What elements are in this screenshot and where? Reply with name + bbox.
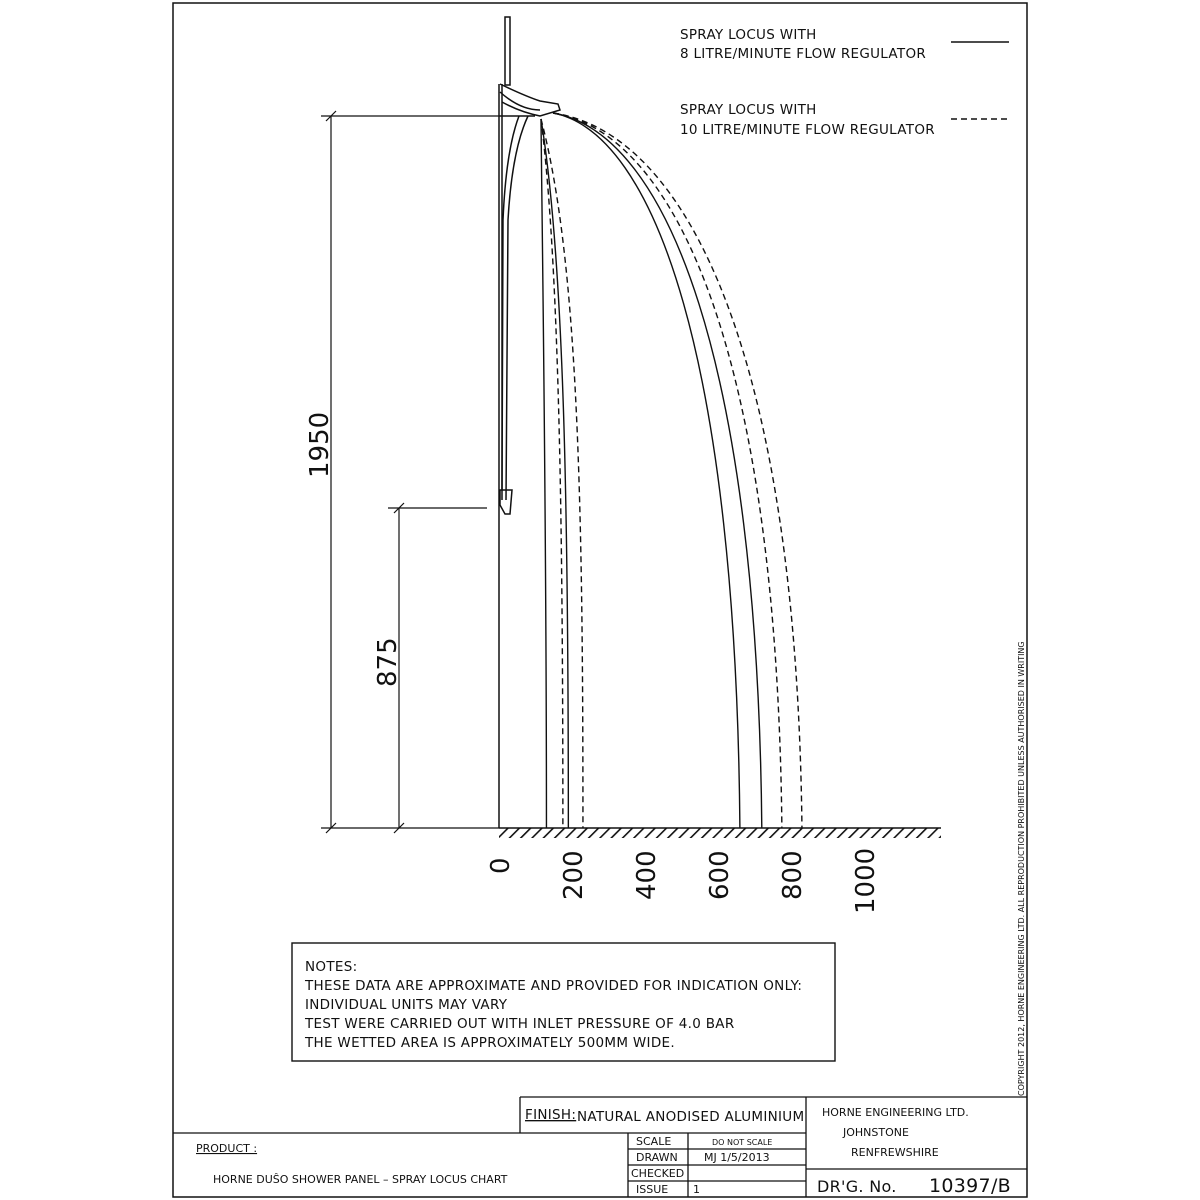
product-label: PRODUCT : bbox=[196, 1142, 258, 1155]
axis-tick-1000: 1000 bbox=[851, 847, 881, 914]
drawing-number-value: 10397/B bbox=[929, 1175, 1011, 1197]
dimension-1950-label: 1950 bbox=[305, 411, 335, 478]
notes-line-2: INDIVIDUAL UNITS MAY VARY bbox=[305, 997, 508, 1013]
company-town: JOHNSTONE bbox=[843, 1126, 909, 1139]
finish-value: NATURAL ANODISED ALUMINIUM bbox=[577, 1109, 805, 1125]
axis-tick-0: 0 bbox=[486, 857, 516, 874]
locus-10lpm-inner-b bbox=[541, 119, 583, 828]
locus-10lpm-outer-b bbox=[553, 113, 802, 828]
issue-label: ISSUE bbox=[636, 1183, 669, 1196]
copyright-notice: COPYRIGHT 2012, HORNE ENGINEERING LTD. ALL REPRODUCTION PROHIBITED UNLESS AUTHORISED IN WRITING bbox=[1017, 641, 1026, 1096]
axis-tick-600: 600 bbox=[705, 850, 735, 900]
shower-panel bbox=[499, 17, 560, 828]
notes-line-1: THESE DATA ARE APPROXIMATE AND PROVIDED FOR INDICATION ONLY: bbox=[305, 978, 803, 994]
axis-ticks bbox=[486, 848, 881, 914]
legend-solid-text-2: 8 LITRE/MINUTE FLOW REGULATOR bbox=[680, 46, 927, 62]
scale-value: DO NOT SCALE bbox=[712, 1138, 773, 1147]
finish-label: FINISH: bbox=[525, 1107, 577, 1123]
company-county: RENFREWSHIRE bbox=[851, 1146, 939, 1159]
locus-8lpm-outer-b bbox=[553, 113, 762, 828]
legend-dashed-text-2: 10 LITRE/MINUTE FLOW REGULATOR bbox=[680, 122, 935, 138]
spray-loci bbox=[541, 113, 802, 828]
locus-8lpm-outer-a bbox=[553, 113, 740, 828]
issue-value: 1 bbox=[693, 1183, 700, 1196]
legend-solid-text-1: SPRAY LOCUS WITH bbox=[680, 27, 817, 43]
scale-label: SCALE bbox=[636, 1135, 672, 1148]
legend-dashed-text-1: SPRAY LOCUS WITH bbox=[680, 102, 817, 118]
floor bbox=[499, 828, 941, 838]
locus-8lpm-inner-a bbox=[541, 119, 546, 828]
hose bbox=[506, 116, 528, 500]
company-name: HORNE ENGINEERING LTD. bbox=[822, 1106, 969, 1119]
notes-box bbox=[292, 943, 835, 1061]
dimension-1950 bbox=[321, 111, 499, 833]
checked-label: CHECKED bbox=[631, 1167, 685, 1180]
dimension-875-label: 875 bbox=[373, 637, 403, 687]
axis-tick-800: 800 bbox=[778, 850, 808, 900]
axis-tick-400: 400 bbox=[632, 850, 662, 900]
notes-title: NOTES: bbox=[305, 959, 358, 975]
drawing-number-label: DR'G. No. bbox=[817, 1177, 897, 1196]
product-value: HORNE DUŜO SHOWER PANEL – SPRAY LOCUS CHART bbox=[213, 1173, 508, 1186]
notes-line-4: THE WETTED AREA IS APPROXIMATELY 500MM WIDE. bbox=[305, 1035, 675, 1051]
supply-pipe bbox=[505, 17, 510, 85]
locus-10lpm-outer-a bbox=[553, 113, 782, 828]
notes-line-3: TEST WERE CARRIED OUT WITH INLET PRESSURE OF 4.0 BAR bbox=[305, 1016, 735, 1032]
drawn-value: MJ 1/5/2013 bbox=[704, 1151, 770, 1164]
drawn-label: DRAWN bbox=[636, 1151, 678, 1164]
axis-tick-200: 200 bbox=[559, 850, 589, 900]
legend bbox=[680, 27, 1009, 138]
